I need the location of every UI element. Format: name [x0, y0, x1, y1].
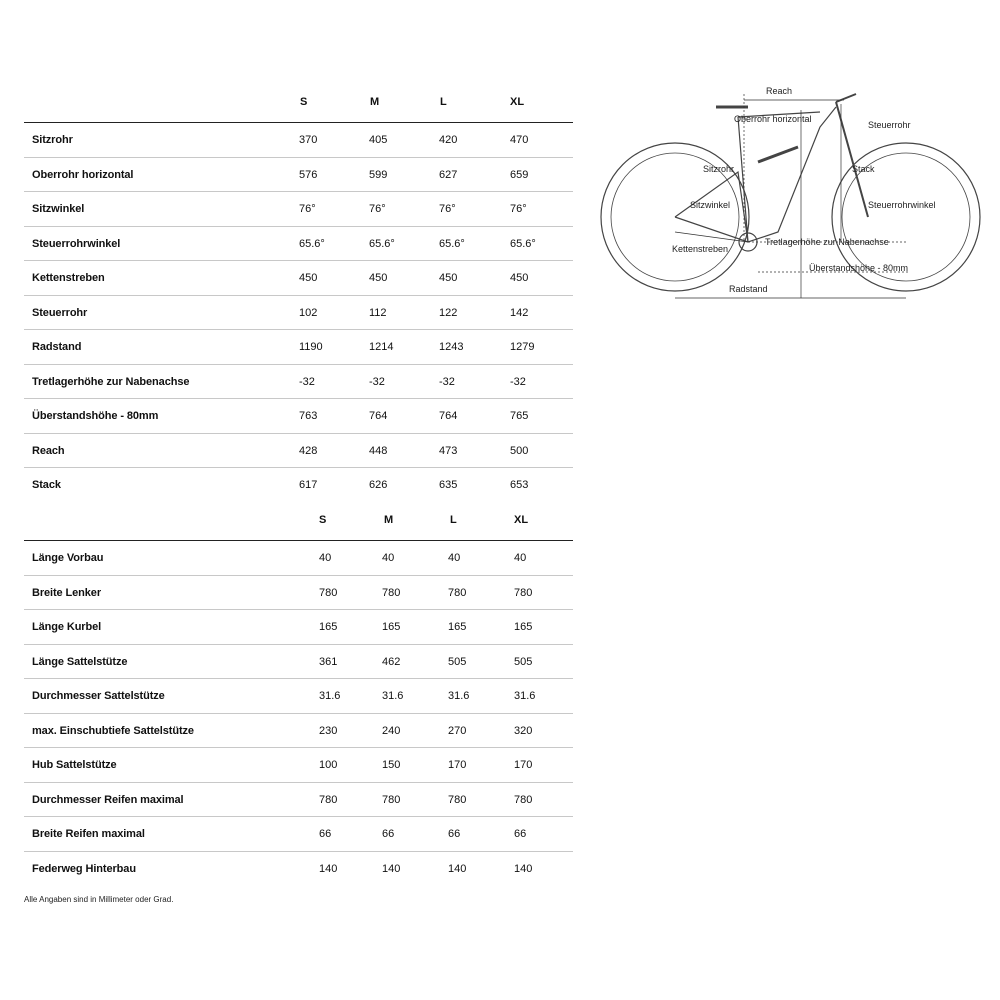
cell-value: 450 [369, 272, 388, 284]
row-label: Stack [32, 479, 61, 491]
cell-value: 764 [439, 410, 458, 422]
cell-value: 780 [448, 793, 467, 806]
table-row [24, 747, 573, 782]
row-label: Überstandshöhe - 80mm [32, 410, 159, 422]
size-l-header: L [440, 96, 447, 108]
cell-value: 780 [514, 586, 533, 599]
table-row [24, 122, 573, 157]
row-label: Breite Reifen maximal [32, 828, 145, 840]
row-label: Radstand [32, 341, 82, 353]
cell-value: 150 [382, 759, 401, 771]
cell-value: 505 [514, 655, 533, 668]
label-sitzrohr: Sitzrohr [703, 164, 735, 174]
table-row [24, 467, 573, 502]
size-l-header: L [450, 514, 457, 526]
cell-value: 140 [382, 862, 401, 875]
row-label: Reach [32, 444, 65, 457]
cell-value: 40 [382, 552, 395, 564]
row-label: Länge Vorbau [32, 552, 104, 564]
cell-value: -32 [369, 375, 385, 388]
label-kettenstreben: Kettenstreben [672, 244, 729, 254]
cell-value: 627 [439, 168, 458, 181]
cell-value: 40 [448, 552, 461, 564]
table-row [24, 226, 573, 261]
cell-value: 320 [514, 724, 533, 737]
cell-value: -32 [299, 375, 315, 388]
cell-value: 462 [382, 655, 401, 668]
cell-value: 65.6° [510, 237, 536, 250]
components-table [24, 500, 573, 885]
cell-value: 65.6° [299, 237, 325, 250]
table-row [24, 816, 573, 851]
cell-value: 230 [319, 724, 338, 737]
cell-value: 31.6 [319, 690, 341, 702]
cell-value: 31.6 [382, 690, 404, 702]
cell-value: 764 [369, 410, 388, 422]
cell-value: 140 [448, 862, 467, 875]
bike-geometry-diagram [598, 82, 983, 307]
cell-value: 170 [448, 759, 467, 771]
table-row [24, 433, 573, 468]
cell-value: 428 [299, 444, 318, 457]
cell-value: 142 [510, 306, 529, 319]
cell-value: 450 [299, 272, 318, 284]
table-row [24, 540, 573, 575]
label-tretlager: Tretlagerhöhe zur Nabenachse [765, 237, 889, 247]
row-label: Länge Kurbel [32, 621, 102, 633]
label-sitzwinkel: Sitzwinkel [690, 200, 731, 210]
table-row [24, 678, 573, 713]
label-reach: Reach [766, 86, 793, 96]
cell-value: 76° [510, 203, 527, 215]
cell-value: 765 [510, 410, 529, 422]
cell-value: 659 [510, 168, 529, 181]
size-s-header: S [300, 96, 308, 108]
cell-value: 448 [369, 444, 388, 457]
cell-value: 170 [514, 759, 533, 771]
cell-value: 65.6° [439, 237, 465, 250]
cell-value: 66 [514, 828, 527, 840]
row-label: Steuerrohr [32, 306, 88, 319]
table-row [24, 157, 573, 192]
size-m-header: M [384, 514, 394, 526]
cell-value: 31.6 [448, 690, 470, 702]
cell-value: 40 [514, 552, 527, 564]
table-row [24, 260, 573, 295]
shock [758, 147, 798, 162]
cell-value: 140 [514, 862, 533, 875]
cell-value: 361 [319, 655, 338, 668]
cell-value: 780 [319, 793, 338, 806]
cell-value: 635 [439, 479, 458, 491]
label-oberrohr: Oberrohr horizontal [734, 114, 812, 124]
cell-value: 165 [448, 621, 467, 633]
row-label: Federweg Hinterbau [32, 862, 136, 875]
cell-value: 31.6 [514, 690, 536, 702]
row-label: Durchmesser Reifen maximal [32, 793, 184, 806]
footnote: Alle Angaben sind in Millimeter oder Grad. [24, 895, 174, 904]
row-label: Breite Lenker [32, 586, 102, 599]
row-label: Steuerrohrwinkel [32, 237, 121, 250]
row-label: Sitzwinkel [32, 203, 85, 215]
cell-value: 500 [510, 444, 529, 457]
cell-value: -32 [510, 375, 526, 388]
table-row [24, 191, 573, 226]
cell-value: 165 [382, 621, 401, 633]
row-label: max. Einschubtiefe Sattelstütze [32, 724, 194, 737]
cell-value: 1243 [439, 341, 464, 353]
row-label: Tretlagerhöhe zur Nabenachse [32, 375, 190, 388]
size-xl-header: XL [510, 96, 525, 108]
table-row [24, 644, 573, 679]
cell-value: 505 [448, 655, 467, 668]
cell-value: 626 [369, 479, 388, 491]
cell-value: 165 [514, 621, 533, 633]
cell-value: 65.6° [369, 237, 395, 250]
cell-value: 450 [510, 272, 529, 284]
row-label: Durchmesser Sattelstütze [32, 690, 165, 702]
table-row [24, 609, 573, 644]
size-m-header: M [370, 96, 380, 108]
size-s-header: S [319, 514, 327, 526]
row-label: Kettenstreben [32, 272, 105, 284]
cell-value: 473 [439, 444, 458, 457]
cell-value: 270 [448, 724, 467, 737]
cell-value: 780 [514, 793, 533, 806]
cell-value: 470 [510, 134, 529, 146]
table-row [24, 851, 573, 886]
cell-value: 1214 [369, 341, 394, 353]
cell-value: 370 [299, 134, 318, 146]
table-row [24, 329, 573, 364]
cell-value: 240 [382, 724, 401, 737]
cell-value: 780 [448, 586, 467, 599]
stem [836, 94, 856, 102]
cell-value: 66 [382, 828, 395, 840]
cell-value: 165 [319, 621, 338, 633]
cell-value: -32 [439, 375, 455, 388]
table-row [24, 575, 573, 610]
cell-value: 763 [299, 410, 318, 422]
table-row [24, 713, 573, 748]
cell-value: 66 [448, 828, 461, 840]
cell-value: 405 [369, 134, 388, 146]
row-label: Hub Sattelstütze [32, 759, 117, 771]
geometry-table [24, 82, 573, 502]
row-label: Oberrohr horizontal [32, 168, 134, 181]
label-radstand: Radstand [729, 284, 768, 294]
cell-value: 76° [369, 203, 386, 215]
cell-value: 1190 [299, 341, 323, 353]
cell-value: 1279 [510, 341, 535, 353]
cell-value: 780 [319, 586, 338, 599]
cell-value: 40 [319, 552, 332, 564]
cell-value: 599 [369, 168, 388, 181]
cell-value: 617 [299, 479, 318, 491]
cell-value: 420 [439, 134, 458, 146]
label-ueberstand: Überstandshöhe - 80mm [809, 263, 909, 273]
geometry-header-row [24, 82, 573, 122]
cell-value: 576 [299, 168, 318, 181]
cell-value: 653 [510, 479, 529, 491]
table-row [24, 782, 573, 817]
cell-value: 140 [319, 862, 338, 875]
table-row [24, 295, 573, 330]
cell-value: 102 [299, 306, 318, 319]
size-xl-header: XL [514, 514, 529, 526]
label-steuerrohrwinkel: Steuerrohrwinkel [868, 200, 936, 210]
row-label: Sitzrohr [32, 134, 73, 146]
cell-value: 112 [369, 306, 387, 319]
cell-value: 76° [439, 203, 456, 215]
cell-value: 100 [319, 759, 338, 771]
cell-value: 76° [299, 203, 316, 215]
row-label: Länge Sattelstütze [32, 655, 128, 668]
table-row [24, 364, 573, 399]
cell-value: 66 [319, 828, 332, 840]
components-header-row [24, 500, 573, 540]
cell-value: 122 [439, 306, 458, 319]
cell-value: 450 [439, 272, 458, 284]
label-steuerrohr: Steuerrohr [868, 120, 911, 130]
cell-value: 780 [382, 793, 401, 806]
frame-main [675, 107, 836, 242]
cell-value: 780 [382, 586, 401, 599]
table-row [24, 398, 573, 433]
label-stack: Stack [852, 164, 875, 174]
